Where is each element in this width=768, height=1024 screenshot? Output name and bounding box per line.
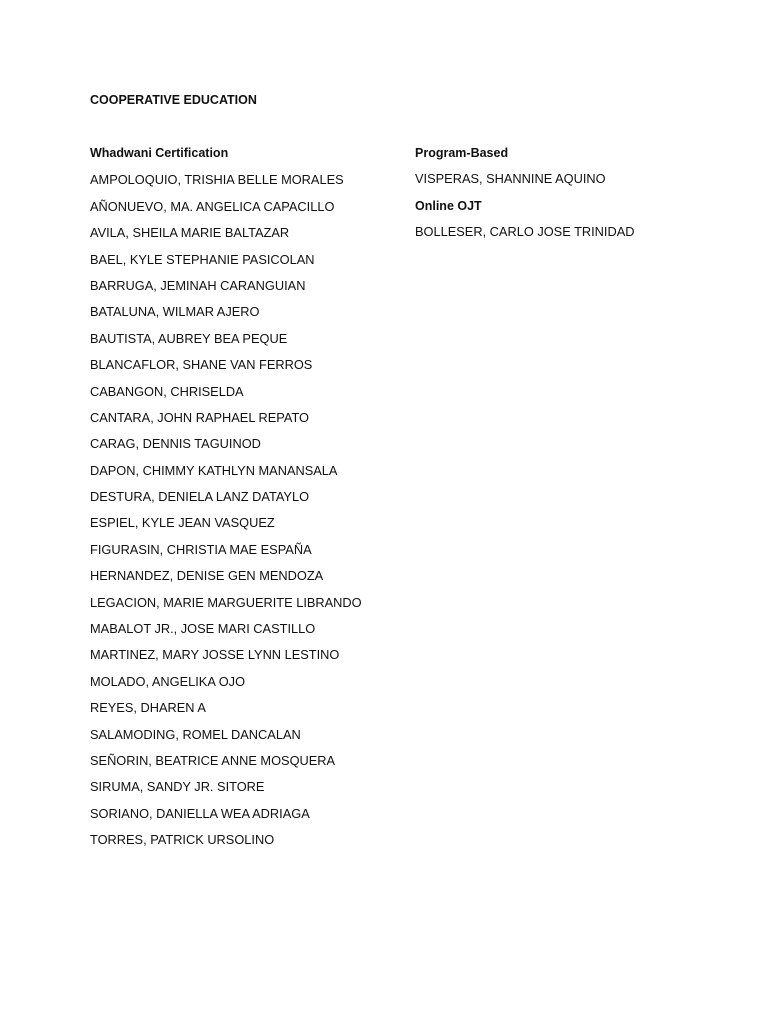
name-list-item: MABALOT JR., JOSE MARI CASTILLO xyxy=(90,621,316,637)
name-list-item: AÑONUEVO, MA. ANGELICA CAPACILLO xyxy=(90,198,335,214)
name-list-item: SIRUMA, SANDY JR. SITORE xyxy=(90,779,265,795)
name-list-item: BARRUGA, JEMINAH CARANGUIAN xyxy=(90,277,306,293)
name-list-item: CABANGON, CHRISELDA xyxy=(90,383,244,399)
name-list-item: SEÑORIN, BEATRICE ANNE MOSQUERA xyxy=(90,752,336,768)
whadwani-certification-name-list xyxy=(90,171,400,857)
document-title: COOPERATIVE EDUCATION xyxy=(90,93,257,107)
name-list-item: MARTINEZ, MARY JOSSE LYNN LESTINO xyxy=(90,647,340,663)
name-list-item: AVILA, SHEILA MARIE BALTAZAR xyxy=(90,225,290,241)
online-ojt-heading: Online OJT xyxy=(415,198,482,213)
name-list-item: DESTURA, DENIELA LANZ DATAYLO xyxy=(90,489,310,505)
name-list-item: CANTARA, JOHN RAPHAEL REPATO xyxy=(90,409,310,425)
name-list-item: ESPIEL, KYLE JEAN VASQUEZ xyxy=(90,515,275,531)
program-based-name-list xyxy=(415,171,735,197)
name-list-item: MOLADO, ANGELIKA OJO xyxy=(90,673,246,689)
right-column xyxy=(415,145,735,251)
name-list-item: FIGURASIN, CHRISTIA MAE ESPAÑA xyxy=(90,541,312,557)
whadwani-certification-section xyxy=(90,145,400,858)
name-list-item: REYES, DHAREN A xyxy=(90,700,206,716)
name-list-item: LEGACION, MARIE MARGUERITE LIBRANDO xyxy=(90,594,362,610)
name-list-item: AMPOLOQUIO, TRISHIA BELLE MORALES xyxy=(90,172,344,188)
name-list-item: BLANCAFLOR, SHANE VAN FERROS xyxy=(90,357,313,373)
name-list-item: BAEL, KYLE STEPHANIE PASICOLAN xyxy=(90,251,315,267)
name-list-item: BATALUNA, WILMAR AJERO xyxy=(90,304,260,320)
program-based-section xyxy=(415,145,735,198)
name-list-item: BOLLESER, CARLO JOSE TRINIDAD xyxy=(415,224,635,240)
name-list-item: SALAMODING, ROMEL DANCALAN xyxy=(90,726,301,742)
name-list-item: TORRES, PATRICK URSOLINO xyxy=(90,832,275,848)
name-list-item: BAUTISTA, AUBREY BEA PEQUE xyxy=(90,330,288,346)
name-list-item: SORIANO, DANIELLA WEA ADRIAGA xyxy=(90,805,310,821)
online-ojt-name-list xyxy=(415,224,735,250)
name-list-item: DAPON, CHIMMY KATHLYN MANANSALA xyxy=(90,462,338,478)
program-based-heading: Program-Based xyxy=(415,146,509,160)
name-list-item: CARAG, DENNIS TAGUINOD xyxy=(90,436,261,452)
name-list-item: HERNANDEZ, DENISE GEN MENDOZA xyxy=(90,568,324,584)
name-list-item: VISPERAS, SHANNINE AQUINO xyxy=(415,171,606,187)
whadwani-certification-heading: Whadwani Certification xyxy=(90,146,229,160)
online-ojt-section xyxy=(415,198,735,251)
